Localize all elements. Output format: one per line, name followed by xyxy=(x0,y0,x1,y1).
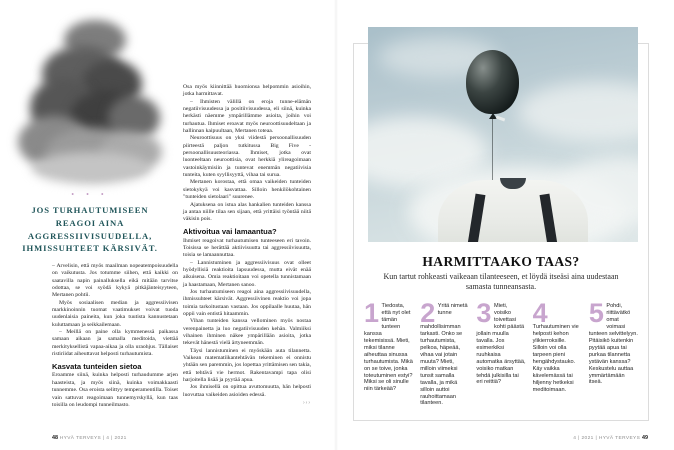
step-text xyxy=(588,298,638,386)
step-body: Pohdi, riittävätkö omat voimasi tunteen selvittelyyn. Pitäisikö kuitenkin pyytää apua tai purkaa tilannetta ystävän kanssa? Keskustelu auttaa ymmärtämään itseä. xyxy=(588,303,638,386)
page-number: 48 xyxy=(52,435,58,441)
paragraph: – Meillä on paine olla kymmenessä paikassa samaan aikaan ja samalla meditoida, viettää merkityksellistä vapaa-aikaa ja olla uraohjus. Tällaiset ristiriidat aiheuttavat helposti turhautumista. xyxy=(52,329,178,358)
pull-quote: JOS TURHAUTUMISEEN REAGOI AINA AGGRESSIIVISUUDELLA, IHMISSUHTEET KÄRSIVÄT. xyxy=(22,205,158,254)
steps-list xyxy=(364,298,638,407)
step-text xyxy=(420,298,469,407)
cloud xyxy=(518,82,638,142)
suspender-right xyxy=(540,194,559,242)
section-divider-dots-icon: • • • xyxy=(71,190,109,199)
balloon-string xyxy=(492,119,493,189)
footer-right xyxy=(573,435,648,441)
black-balloon xyxy=(466,50,519,114)
footer-left xyxy=(52,435,127,441)
step-text xyxy=(364,298,413,393)
step-body: Tiedosta, että nyt olet tämän tunteen kanssa tekemisissä. Mieti, miksi tilanne aiheuttaa sinussa turhautumista. Mikä on se toive, jonka toteutuminen estyi? Miksi se oli sinulle niin tärkeää? xyxy=(364,303,413,393)
step-4 xyxy=(532,298,582,407)
continued-arrows-icon: ››› xyxy=(303,400,311,407)
magazine-name: HYVÄ TERVEYS | 4 | 2021 xyxy=(59,436,127,441)
step-body: Turhautuminen vie helposti kehon ylikierroksille. Silloin voi olla tarpeen pieni hengähdystauko. Käy vaikka kävelemässä tai hiljenny hetkeksi meditoimaan. xyxy=(532,324,579,393)
balloon-tag xyxy=(496,116,505,122)
paragraph: Ajatuksena on istua alas hankalien tunteiden kanssa ja antaa niille tilaa sen sijaan, että yrittäisi työntää niitä väkisin pois. xyxy=(183,201,311,223)
step-text xyxy=(532,298,582,394)
paragraph: – Arvelisin, että myös maailman nopeatempoisuudella on vaikutusta. Jos totumme siihen, että kaikki on saatavilla napin painalluksella eikä mitään tarvitse odottaa, se voi syödä kykyä pitkäjänteisyyteen, Mertanen pohtii. xyxy=(52,263,178,299)
paragraph: – Lannistuminen ja aggressiivisuus ovat olleet hyödyllisiä reaktioita lapsuudessa, mutta eivät enää aikuisena. Omia reaktioitaan voi opetella tunnistamaan ja haastamaan, Mertanen sanoo. xyxy=(183,259,311,288)
step-number: 3 xyxy=(476,298,492,328)
paragraph: – Ihmisten välillä on eroja tunne-elämän negatiivisuudessa ja positiivisuudessa, eli siinä, kuinka herkästi näemme ympärillämme asioita, joihin voi turhautua. Ihmiset eroavat myös neuroottisuudeltaan ja hallinnan kaipuultaan, Mertanen toteaa. xyxy=(183,98,311,135)
step-number: 4 xyxy=(532,298,548,328)
paragraph: Myös sosiaalisen median ja aggressiivisen markkinoinnin tuomat vaatimukset voivat tuoda uudenlaisia paineita, kun joka tuutista kannustetaan kuluttamaan ja seikkailemaan. xyxy=(52,299,178,328)
person-shirt xyxy=(438,180,588,242)
step-number: 2 xyxy=(420,298,436,328)
paragraph: Ihmiset reagoivat turhautumisen tunteeseen eri tavoin. Toisissa se herättää aktiivisuutta tai aggressiivisuutta, toisia se lamaannuttaa. xyxy=(183,237,311,259)
paragraph: Täysi lannistuminen ei myöskään auta tilannetta. Vaikean matematiikantehtävän tekeminen ei onnistu yhtään sen paremmin, jos lopettaa yrittämisen sen takia, että tehtävä vie hermot. Rakentavampi tapa olisi harjoitella lisää ja pyytää apua. xyxy=(183,347,311,384)
paragraph: Jos turhautumiseen reagoi aina aggressiivisuudella, ihmissuhteet kärsivät. Aggressiivinen reaktio voi jopa toimia tarkoitustaan vastaan. Jos oppilaalle huutaa, hän oppii vain entistä hitaammin. xyxy=(183,288,311,317)
step-number: 5 xyxy=(588,298,604,328)
tips-standfirst: Kun tartut rohkeasti vaikeaan tilanteeseen, et löydä itseäsi aina uudestaan samasta tunneansasta. xyxy=(383,272,619,291)
body-column-2 xyxy=(183,84,311,406)
step-3 xyxy=(476,298,526,407)
step-body: Yritä nimetä tunne mahdollisimman tarkasti. Onko se turhautumista, pelkoa, häpeää, vihaa vai jotain muuta? Mieti, milloin viimeksi tunsit samalla tavalla, ja mikä silloin auttoi rauhoittamaan tilanteen. xyxy=(420,303,468,407)
subheading: Kasvata tunteiden sietoa xyxy=(52,361,142,371)
paragraph: Eroamme siinä, kuinka helposti turhaudumme arjen haasteista, ja myös siinä, kuinka voimakkaasti tunnemme. Osa eroista selittyy temperamentilla. Toiset vain sattuvat reagoimaan tunnemyrskyllä, kun taas toisilla on leudompi tunneilmasto. xyxy=(52,372,178,408)
step-body: Mieti, voisiko toivettasi kohti päästä jollain muulla tavalla. Jos esimerkiksi ruuhkaisa automatka ärsyttää, voisiko matkan tehdä julkisilla tai eri reittiä? xyxy=(476,303,526,386)
step-1 xyxy=(364,298,413,407)
shirt-collar xyxy=(500,178,526,189)
step-2 xyxy=(420,298,469,407)
step-5 xyxy=(588,298,638,407)
paragraph: Jos ihmisellä on opittua avuttomuutta, hän helposti luovuttaa vaikeiden asioiden edessä. xyxy=(183,384,311,398)
magazine-name: 4 | 2021 | HYVÄ TERVEYS xyxy=(573,436,641,441)
smoke-cloud-image xyxy=(12,8,170,190)
body-column-1 xyxy=(52,263,178,409)
tips-headline: HARMITTAAKO TAAS? xyxy=(422,254,580,269)
paragraph: Neuroottisuus on yksi viidestä persoonallisuuden piirteestä paljon tutkitussa Big Five -persoonallisuusteoriassa. Ihmiset, jotka ovat luonteeltaan neuroottisia, ovat herkkiä ylireagoimaan vastoinkäymisiin ja tuntevat enemmän negatiivisia tunteita, kuten syyllisyyttä, vihaa tai surua. xyxy=(183,135,311,179)
paragraph: Osa myös kiinnittää huomionsa helpommin asioihin, jotka harmittavat. xyxy=(183,84,311,98)
page-gutter xyxy=(334,0,338,450)
page-number: 49 xyxy=(642,435,648,441)
balloon-head-photo xyxy=(368,27,638,242)
smoke-blob xyxy=(32,152,150,184)
suspender-left xyxy=(467,194,486,242)
step-number: 1 xyxy=(364,298,380,328)
step-text xyxy=(476,298,526,386)
paragraph: Mertanen korostaa, että omaa vaikeiden tunteiden sietokykyä voi kasvattaa. Silloin henkilökohtainen "tunteiden sietolaari" suurenee. xyxy=(183,179,311,201)
paragraph: Vihan tunteiden kanssa vellominen myös nostaa verenpainetta ja luo negatiivisuuden kehän. Valmiiksi vihainen ihminen näkee ympärillään asioita, jotka tekevät hänestä vielä ärtyneemmän. xyxy=(183,318,311,347)
subheading: Aktivoitua vai lamaantua? xyxy=(183,227,277,237)
